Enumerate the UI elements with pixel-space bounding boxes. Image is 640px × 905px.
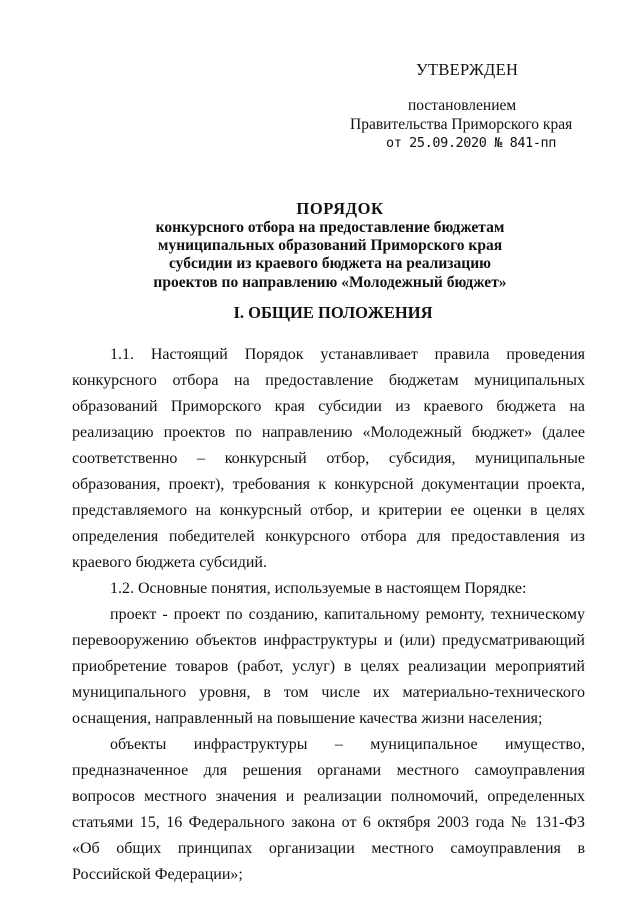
approved-stamp-title: УТВЕРЖДЕН [416,60,519,79]
document-body [72,342,585,888]
approval-date-number: от 25.09.2020 № 841-пп [386,135,557,151]
document-title [0,199,640,292]
paragraph-1-2: 1.2. Основные понятия, используемые в настоящем Порядке: [110,580,527,597]
definition-infrastructure: объекты инфраструктуры – муниципальное имущество, предназначенное для решения органами местного самоуправления вопросов местного значения и реализации полномочий, определенных статьями 15, 16 Федерального закона от 6 октября 2003 года № 131-ФЗ «Об общих принципах организации местного самоуправления в Российской Федерации»; [72,736,585,883]
document-title-line: конкурсного отбора на предоставление бюджетам [155,219,505,236]
definition-project: проект - проект по созданию, капитальному ремонту, техническому перевооружению объектов инфраструктуры и (или) предусматривающий приобретение товаров (работ, услуг) в целях реализации мероприятий муниципального уровня, в том числе их материально-технического оснащения, направленный на повышение качества жизни населения; [72,606,585,727]
document-title-line: муниципальных образований Приморского края [157,237,503,255]
document-title-line: проектов по направлению «Молодежный бюджет» [153,273,507,291]
document-title-line: субсидии из краевого бюджета на реализацию [168,255,491,273]
section-heading: I. ОБЩИЕ ПОЛОЖЕНИЯ [233,303,433,322]
approval-resolution-label: постановлением [408,97,517,114]
approval-authority: Правительства Приморского края [350,116,573,133]
document-title-main: ПОРЯДОК [296,199,384,218]
paragraph-1-1: 1.1. Настоящий Порядок устанавливает правила проведения конкурсного отбора на предоставление бюджетам муниципальных образований Приморского края субсидии из краевого бюджета на реализацию проектов по направлению «Молодежный бюджет» (далее соответственно – конкурсный отбор, субсидия, муниципальные образования, проект), требования к конкурсной документации проекта, представляемого на конкурсный отбор, и критерии ее оценки в целях определения победителей конкурсного отбора для предоставления из краевого бюджета субсидий. [72,346,585,571]
